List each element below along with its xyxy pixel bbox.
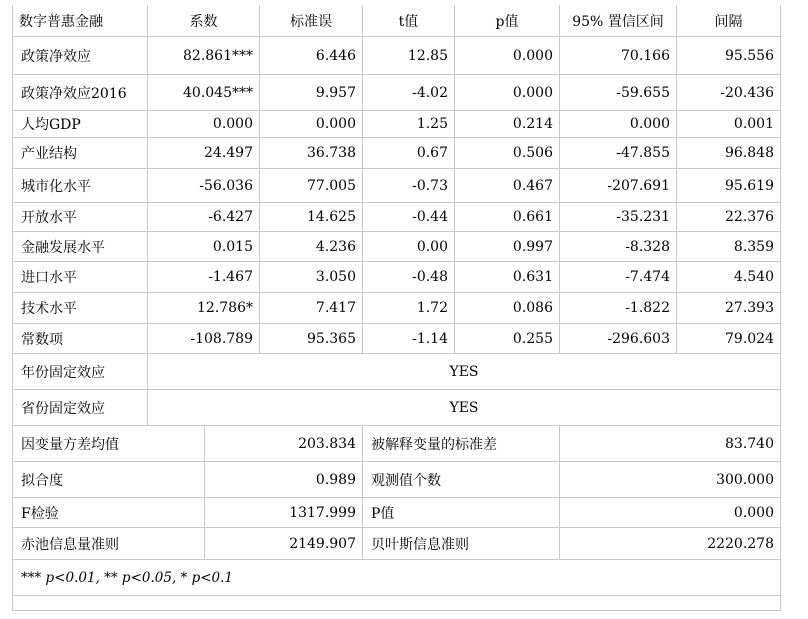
t-value-cell: -4.02 bbox=[363, 75, 455, 111]
fixed-effect-value: YES bbox=[148, 354, 781, 390]
table-row bbox=[13, 293, 781, 324]
coefficient-cell: -108.789 bbox=[148, 324, 260, 354]
statistic-value: 203.834 bbox=[205, 426, 363, 462]
variable-name: 城市化水平 bbox=[13, 169, 148, 203]
coefficient-cell: -1.467 bbox=[148, 262, 260, 293]
statistic-value: 2220.278 bbox=[560, 528, 781, 560]
ci-upper-cell: 96.848 bbox=[677, 138, 781, 169]
statistic-value: 0.989 bbox=[205, 462, 363, 498]
statistic-label: 贝叶斯信息准则 bbox=[363, 528, 560, 560]
std-error-cell: 4.236 bbox=[260, 232, 363, 262]
std-error-cell: 6.446 bbox=[260, 37, 363, 75]
p-value-cell: 0.255 bbox=[455, 324, 560, 354]
ci-upper-cell: -20.436 bbox=[677, 75, 781, 111]
p-value-cell: 0.997 bbox=[455, 232, 560, 262]
std-error-cell: 95.365 bbox=[260, 324, 363, 354]
ci-lower-cell: -59.655 bbox=[560, 75, 677, 111]
ci-upper-cell: 4.540 bbox=[677, 262, 781, 293]
ci-upper-cell: 8.359 bbox=[677, 232, 781, 262]
coefficient-cell: 82.861*** bbox=[148, 37, 260, 75]
p-value-cell: 0.000 bbox=[455, 37, 560, 75]
p-value-cell: 0.631 bbox=[455, 262, 560, 293]
p-value-cell: 0.214 bbox=[455, 111, 560, 138]
table-row bbox=[13, 75, 781, 111]
std-error-cell: 0.000 bbox=[260, 111, 363, 138]
ci-lower-cell: -1.822 bbox=[560, 293, 677, 324]
header-dependent-variable: 数字普惠金融 bbox=[13, 5, 148, 37]
p-value-cell: 0.661 bbox=[455, 203, 560, 232]
fixed-effect-value: YES bbox=[148, 390, 781, 426]
ci-lower-cell: -47.855 bbox=[560, 138, 677, 169]
variable-name: 政策净效应2016 bbox=[13, 75, 148, 111]
statistic-label: 拟合度 bbox=[13, 462, 205, 498]
statistic-value: 300.000 bbox=[560, 462, 781, 498]
ci-upper-cell: 79.024 bbox=[677, 324, 781, 354]
table-row bbox=[13, 203, 781, 232]
std-error-cell: 3.050 bbox=[260, 262, 363, 293]
coefficient-cell: 0.000 bbox=[148, 111, 260, 138]
table-row bbox=[13, 324, 781, 354]
ci-lower-cell: -207.691 bbox=[560, 169, 677, 203]
fixed-effect-label: 省份固定效应 bbox=[13, 390, 148, 426]
t-value-cell: 1.25 bbox=[363, 111, 455, 138]
statistics-row bbox=[13, 498, 781, 528]
t-value-cell: -0.48 bbox=[363, 262, 455, 293]
ci-lower-cell: -7.474 bbox=[560, 262, 677, 293]
variable-name: 常数项 bbox=[13, 324, 148, 354]
coefficient-cell: 40.045*** bbox=[148, 75, 260, 111]
table-row bbox=[13, 262, 781, 293]
table-row bbox=[13, 37, 781, 75]
ci-lower-cell: -296.603 bbox=[560, 324, 677, 354]
notes-row bbox=[13, 560, 781, 596]
statistic-label: 观测值个数 bbox=[363, 462, 560, 498]
t-value-cell: 1.72 bbox=[363, 293, 455, 324]
table-row bbox=[13, 169, 781, 203]
header-row bbox=[13, 5, 781, 37]
statistics-row bbox=[13, 462, 781, 498]
statistics-row bbox=[13, 528, 781, 560]
fixed-effect-label: 年份固定效应 bbox=[13, 354, 148, 390]
ci-lower-cell: -35.231 bbox=[560, 203, 677, 232]
variable-name: 开放水平 bbox=[13, 203, 148, 232]
statistic-label: 因变量方差均值 bbox=[13, 426, 205, 462]
statistic-value: 2149.907 bbox=[205, 528, 363, 560]
table-row bbox=[13, 138, 781, 169]
variable-name: 产业结构 bbox=[13, 138, 148, 169]
statistic-label: F检验 bbox=[13, 498, 205, 528]
statistic-value: 0.000 bbox=[560, 498, 781, 528]
ci-upper-cell: 95.619 bbox=[677, 169, 781, 203]
p-value-cell: 0.086 bbox=[455, 293, 560, 324]
t-value-cell: -0.73 bbox=[363, 169, 455, 203]
std-error-cell: 77.005 bbox=[260, 169, 363, 203]
ci-upper-cell: 95.556 bbox=[677, 37, 781, 75]
statistic-label: P值 bbox=[363, 498, 560, 528]
fixed-effect-rows bbox=[13, 354, 781, 426]
variable-name: 人均GDP bbox=[13, 111, 148, 138]
fixed-effect-row bbox=[13, 390, 781, 426]
coefficient-cell: 24.497 bbox=[148, 138, 260, 169]
p-value-cell: 0.000 bbox=[455, 75, 560, 111]
ci-upper-cell: 27.393 bbox=[677, 293, 781, 324]
variable-name: 政策净效应 bbox=[13, 37, 148, 75]
std-error-cell: 9.957 bbox=[260, 75, 363, 111]
t-value-cell: 0.67 bbox=[363, 138, 455, 169]
t-value-cell: -0.44 bbox=[363, 203, 455, 232]
header-interval: 间隔 bbox=[677, 5, 781, 37]
variable-name: 技术水平 bbox=[13, 293, 148, 324]
statistics-rows bbox=[13, 426, 781, 560]
coefficient-cell: 12.786* bbox=[148, 293, 260, 324]
coefficient-cell: 0.015 bbox=[148, 232, 260, 262]
std-error-cell: 14.625 bbox=[260, 203, 363, 232]
coefficient-cell: -6.427 bbox=[148, 203, 260, 232]
t-value-cell: 12.85 bbox=[363, 37, 455, 75]
statistics-row bbox=[13, 426, 781, 462]
variable-name: 金融发展水平 bbox=[13, 232, 148, 262]
header-t-value: t值 bbox=[363, 5, 455, 37]
std-error-cell: 36.738 bbox=[260, 138, 363, 169]
statistic-label: 被解释变量的标准差 bbox=[363, 426, 560, 462]
significance-notes: *** p<0.01, ** p<0.05, * p<0.1 bbox=[13, 560, 781, 596]
ci-upper-cell: 22.376 bbox=[677, 203, 781, 232]
t-value-cell: 0.00 bbox=[363, 232, 455, 262]
header-confidence-interval: 95% 置信区间 bbox=[560, 5, 677, 37]
statistic-value: 83.740 bbox=[560, 426, 781, 462]
fixed-effect-row bbox=[13, 354, 781, 390]
table-row bbox=[13, 232, 781, 262]
p-value-cell: 0.506 bbox=[455, 138, 560, 169]
ci-lower-cell: 0.000 bbox=[560, 111, 677, 138]
ci-lower-cell: 70.166 bbox=[560, 37, 677, 75]
header-p-value: p值 bbox=[455, 5, 560, 37]
header-coefficient: 系数 bbox=[148, 5, 260, 37]
p-value-cell: 0.467 bbox=[455, 169, 560, 203]
ci-lower-cell: -8.328 bbox=[560, 232, 677, 262]
table-row bbox=[13, 111, 781, 138]
statistic-value: 1317.999 bbox=[205, 498, 363, 528]
coefficient-rows bbox=[13, 37, 781, 354]
coefficient-cell: -56.036 bbox=[148, 169, 260, 203]
ci-upper-cell: 0.001 bbox=[677, 111, 781, 138]
regression-table bbox=[12, 5, 781, 596]
variable-name: 进口水平 bbox=[13, 262, 148, 293]
statistic-label: 赤池信息量准则 bbox=[13, 528, 205, 560]
std-error-cell: 7.417 bbox=[260, 293, 363, 324]
t-value-cell: -1.14 bbox=[363, 324, 455, 354]
header-std-error: 标准误 bbox=[260, 5, 363, 37]
